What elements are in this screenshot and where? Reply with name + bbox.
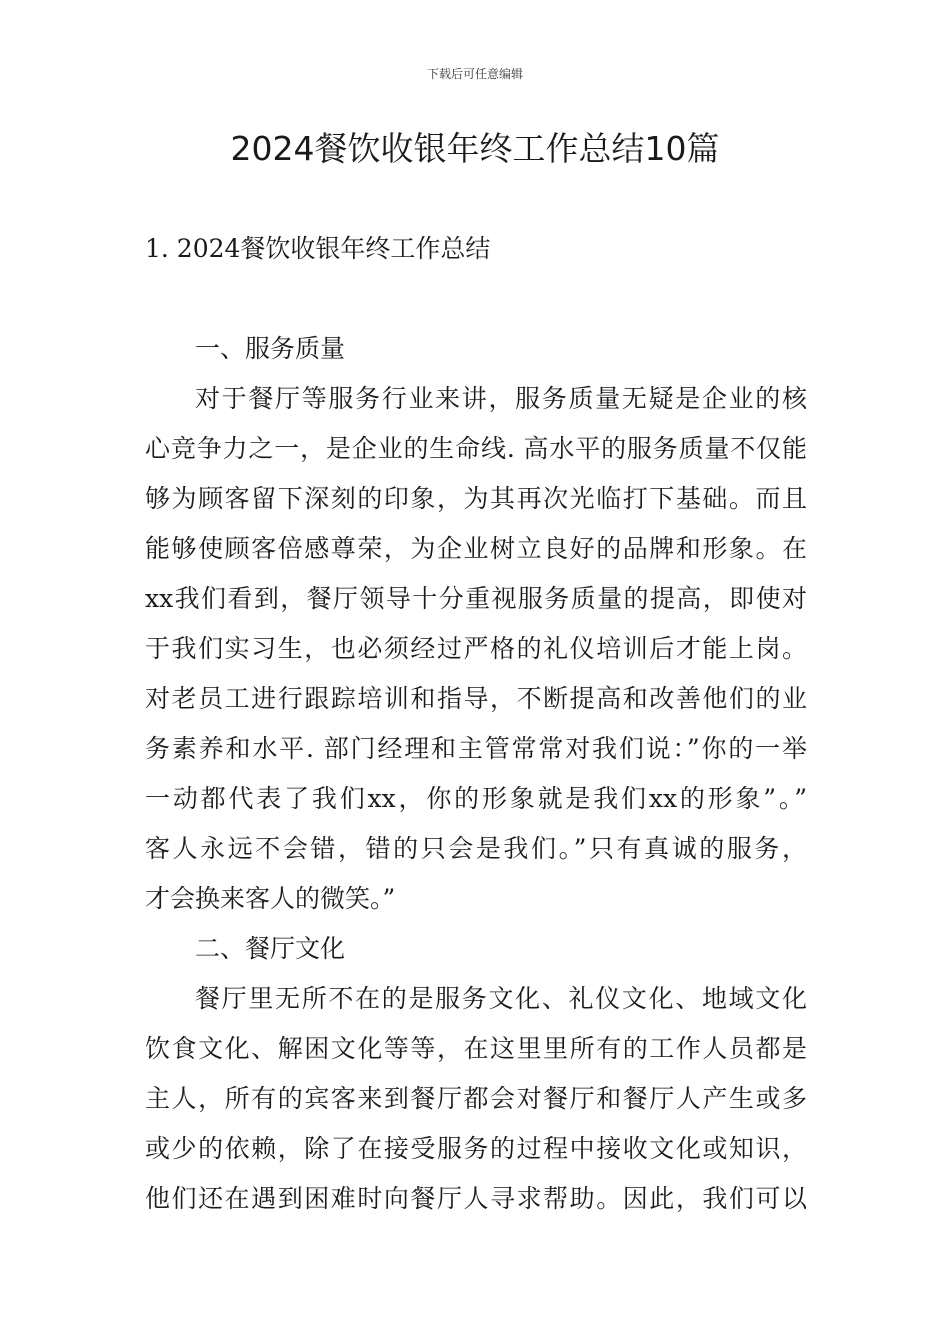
heading-service-quality: 一、服务质量 xyxy=(195,334,346,363)
paragraph-line: 或少的依赖，除了在接受服务的过程中接收文化或知识， xyxy=(145,1134,807,1163)
paragraph-restaurant-culture xyxy=(145,974,807,1224)
paragraph-line: 于我们实习生，也必须经过严格的礼仪培训后才能上岗。 xyxy=(145,634,807,663)
heading-restaurant-culture: 二、餐厅文化 xyxy=(195,934,346,963)
header-note: 下载后可任意编辑 xyxy=(426,67,523,81)
paragraph-line: 对老员工进行跟踪培训和指导，不断提高和改善他们的业 xyxy=(145,684,807,713)
document-title: 2024餐饮收银年终工作总结10篇 xyxy=(230,129,720,168)
paragraph-line: 饮食文化、解困文化等等，在这里里所有的工作人员都是 xyxy=(145,1034,807,1063)
heading-restaurant-culture-block xyxy=(145,924,807,974)
paragraph-line: xx我们看到，餐厅领导十分重视服务质量的提高，即使对 xyxy=(145,584,807,613)
paragraph-line: 对于餐厅等服务行业来讲，服务质量无疑是企业的核 xyxy=(195,384,807,413)
paragraph-line: 心竞争力之一，是企业的生命线. 高水平的服务质量不仅能 xyxy=(145,434,807,463)
paragraph-line: 他们还在遇到困难时向餐厅人寻求帮助。因此，我们可以 xyxy=(145,1184,807,1213)
paragraph-line: 客人永远不会错，错的只会是我们。”只有真诚的服务， xyxy=(145,834,807,863)
paragraph-line: 餐厅里无所不在的是服务文化、礼仪文化、地域文化 xyxy=(195,984,807,1013)
paragraph-line: 够为顾客留下深刻的印象，为其再次光临打下基础。而且 xyxy=(145,484,807,513)
paragraph-service-quality xyxy=(145,374,807,924)
paragraph-line: 主人，所有的宾客来到餐厅都会对餐厅和餐厅人产生或多 xyxy=(145,1084,807,1113)
paragraph-line: 务素养和水平. 部门经理和主管常常对我们说：”你的一举 xyxy=(145,734,807,763)
heading-service-quality-block xyxy=(145,324,807,374)
paragraph-line: 才会换来客人的微笑。” xyxy=(145,884,396,913)
section-title: 1. 2024餐饮收银年终工作总结 xyxy=(145,234,491,263)
paragraph-line: 能够使顾客倍感尊荣，为企业树立良好的品牌和形象。在 xyxy=(145,534,807,563)
paragraph-line: 一动都代表了我们xx，你的形象就是我们xx的形象”。” xyxy=(145,784,807,813)
